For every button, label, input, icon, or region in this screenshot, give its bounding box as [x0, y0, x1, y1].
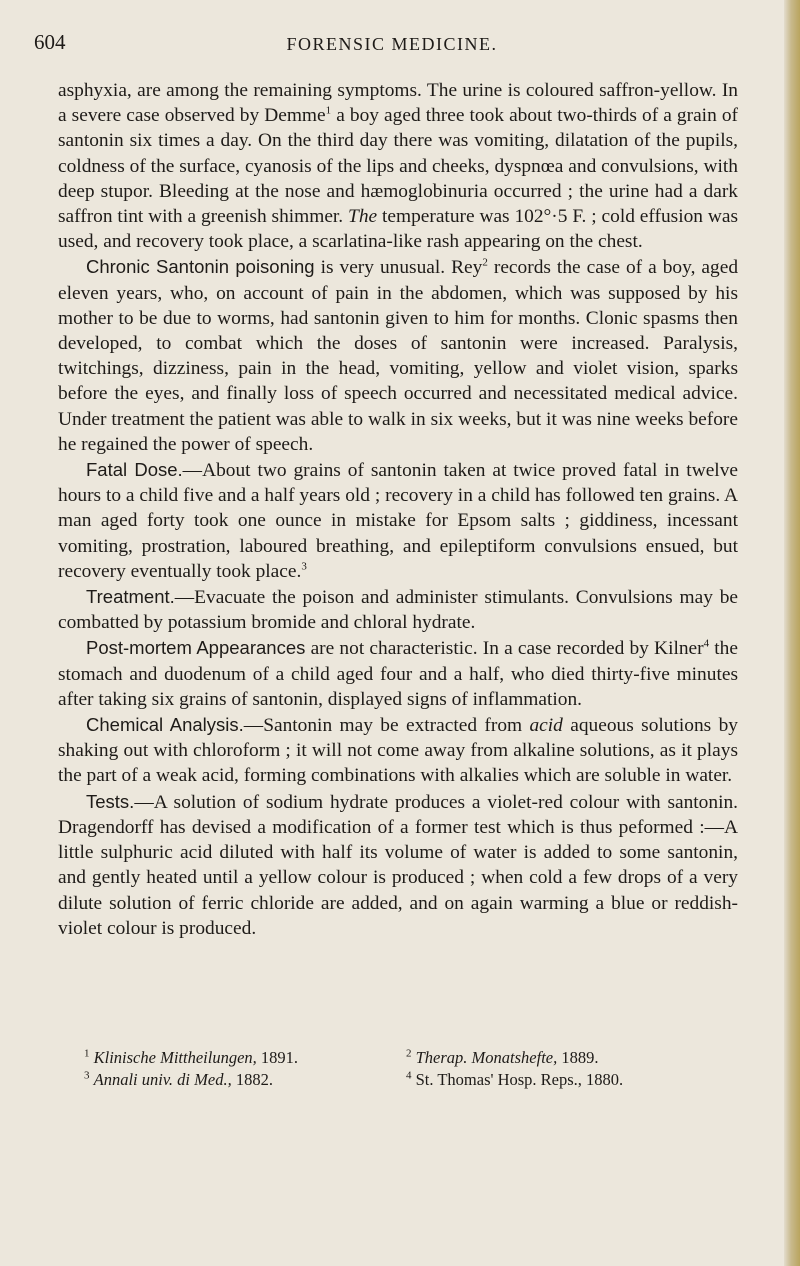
body-text: [58, 78, 738, 941]
text-run: asphyxia, are among the remaining symptoms. The urine is coloured saffron-yellow. In a severe case observed by Demme: [58, 80, 738, 127]
footnote-number: 1: [84, 1047, 90, 1060]
paragraph-heading: Chronic Santonin poisoning: [86, 256, 315, 278]
footnote-detail: St. Thomas' Hosp. Reps., 1880.: [415, 1070, 624, 1089]
paragraph-heading: Chemical Analysis.: [86, 714, 244, 736]
footnote-marker: 3: [301, 560, 307, 573]
text-run: —A solution of sodium hydrate produces a violet-red colour with santonin. Dragendorff has devised a modification of a former test which is thus peformed :—A little sulphuric acid diluted with half its volume of water is added to some santonin, and gently heated until a yellow colour is produced ; when cold a few drops of a very dilute solution of ferric chloride are added, and on again warming a blue or reddish-violet colour is produced.: [58, 791, 738, 939]
footnotes: [84, 1047, 744, 1091]
footnote-detail: 1889.: [557, 1048, 599, 1067]
text-run: aqueous solutions by shaking out with chloroform ; it will not come away from alkaline solutions, as it plays the part of a weak acid, forming combinations with alkalies which are soluble in water.: [58, 715, 738, 787]
text-run: the stomach and duodenum of a child aged four and a half, who died thirty-five minutes after taking six grains of santonin, displayed signs of inflammation.: [58, 638, 738, 710]
footnote-source: Therap. Monatshefte,: [415, 1048, 558, 1067]
italic-text: acid: [529, 715, 563, 737]
footnote-marker: 4: [703, 638, 710, 650]
page-edge: [784, 0, 800, 1266]
paragraph: [58, 584, 738, 635]
paragraph: [58, 457, 738, 584]
paragraph: [58, 789, 738, 941]
footnote-number: 3: [84, 1069, 90, 1082]
paragraph-heading: Treatment.: [86, 586, 175, 608]
footnote-row: [84, 1047, 744, 1069]
text-run: temperature was 102°·5 F. ; cold effusion was used, and recovery took place, a scarlatina-like rash appearing on the chest.: [58, 206, 738, 253]
paragraph: [58, 254, 738, 457]
footnote: [84, 1069, 406, 1091]
page-number: 604: [34, 30, 66, 54]
text-run: a boy aged three took about two-thirds of a grain of santonin six times a day. On the third day there was vomiting, dilatation of the pupils, coldness of the surface, cyanosis of the lips and cheeks, dyspnœa and convulsions, with deep stupor. Bleeding at the nose and hæmoglobinuria occurred ; the urine had a dark saffron tint with a greenish shimmer.: [58, 105, 738, 228]
paragraph: [58, 712, 738, 789]
footnote-marker: 1: [325, 104, 332, 117]
text-run: —Evacuate the poison and administer stimulants. Convulsions may be combatted by potassium bromide and chloral hydrate.: [58, 587, 738, 634]
paragraph-heading: Post-mortem Appearances: [86, 637, 306, 659]
footnote-marker: 2: [482, 256, 488, 269]
italic-text: The: [348, 206, 378, 228]
footnote-source: Annali univ. di Med.,: [93, 1070, 232, 1089]
footnote: [406, 1047, 736, 1069]
text-run: —Santonin may be extracted from: [243, 715, 530, 737]
footnote-detail: 1891.: [256, 1048, 299, 1067]
running-head: FORENSIC MEDICINE.: [286, 34, 498, 54]
footnote-number: 2: [406, 1047, 412, 1060]
footnote: [84, 1047, 406, 1069]
text-run: records the case of a boy, aged eleven years, who, on account of pain in the abdomen, which was supposed by his mother to be due to worms, had santonin given to him for months. Clonic spasms then developed, to combat which the doses of santonin were increased. Paralysis, twitchings, dizziness, pain in the head, vomiting, yellow and violet vision, sparks before the eyes, and finally loss of speech occurred and necessitated medical advice. Under treatment the patient was able to walk in six weeks, but it was nine weeks before he regained the power of speech.: [58, 257, 739, 455]
footnote-row: [84, 1069, 744, 1091]
text-run: is very unusual. Rey: [314, 257, 483, 279]
paragraph-heading: Tests.: [86, 790, 135, 812]
text-run: are not characteristic. In a case recorded by Kilner: [305, 638, 704, 660]
footnote-number: 4: [406, 1069, 412, 1082]
footnote-detail: 1882.: [231, 1070, 273, 1089]
paragraph-heading: Fatal Dose.: [86, 459, 183, 481]
paragraph: [58, 635, 738, 712]
page-header: [0, 26, 784, 56]
paragraph: [58, 78, 738, 254]
footnote: [406, 1069, 736, 1091]
text-run: —About two grains of santonin taken at twice proved fatal in twelve hours to a child five and a half years old ; recovery in a child has followed ten grains. A man aged forty took one ounce in mistake for Epsom salts ; giddiness, incessant vomiting, prostration, laboured breathing, and epileptiform convulsions ensued, but recovery eventually took place.: [58, 460, 738, 582]
footnote-source: Klinische Mittheilungen,: [93, 1048, 257, 1067]
